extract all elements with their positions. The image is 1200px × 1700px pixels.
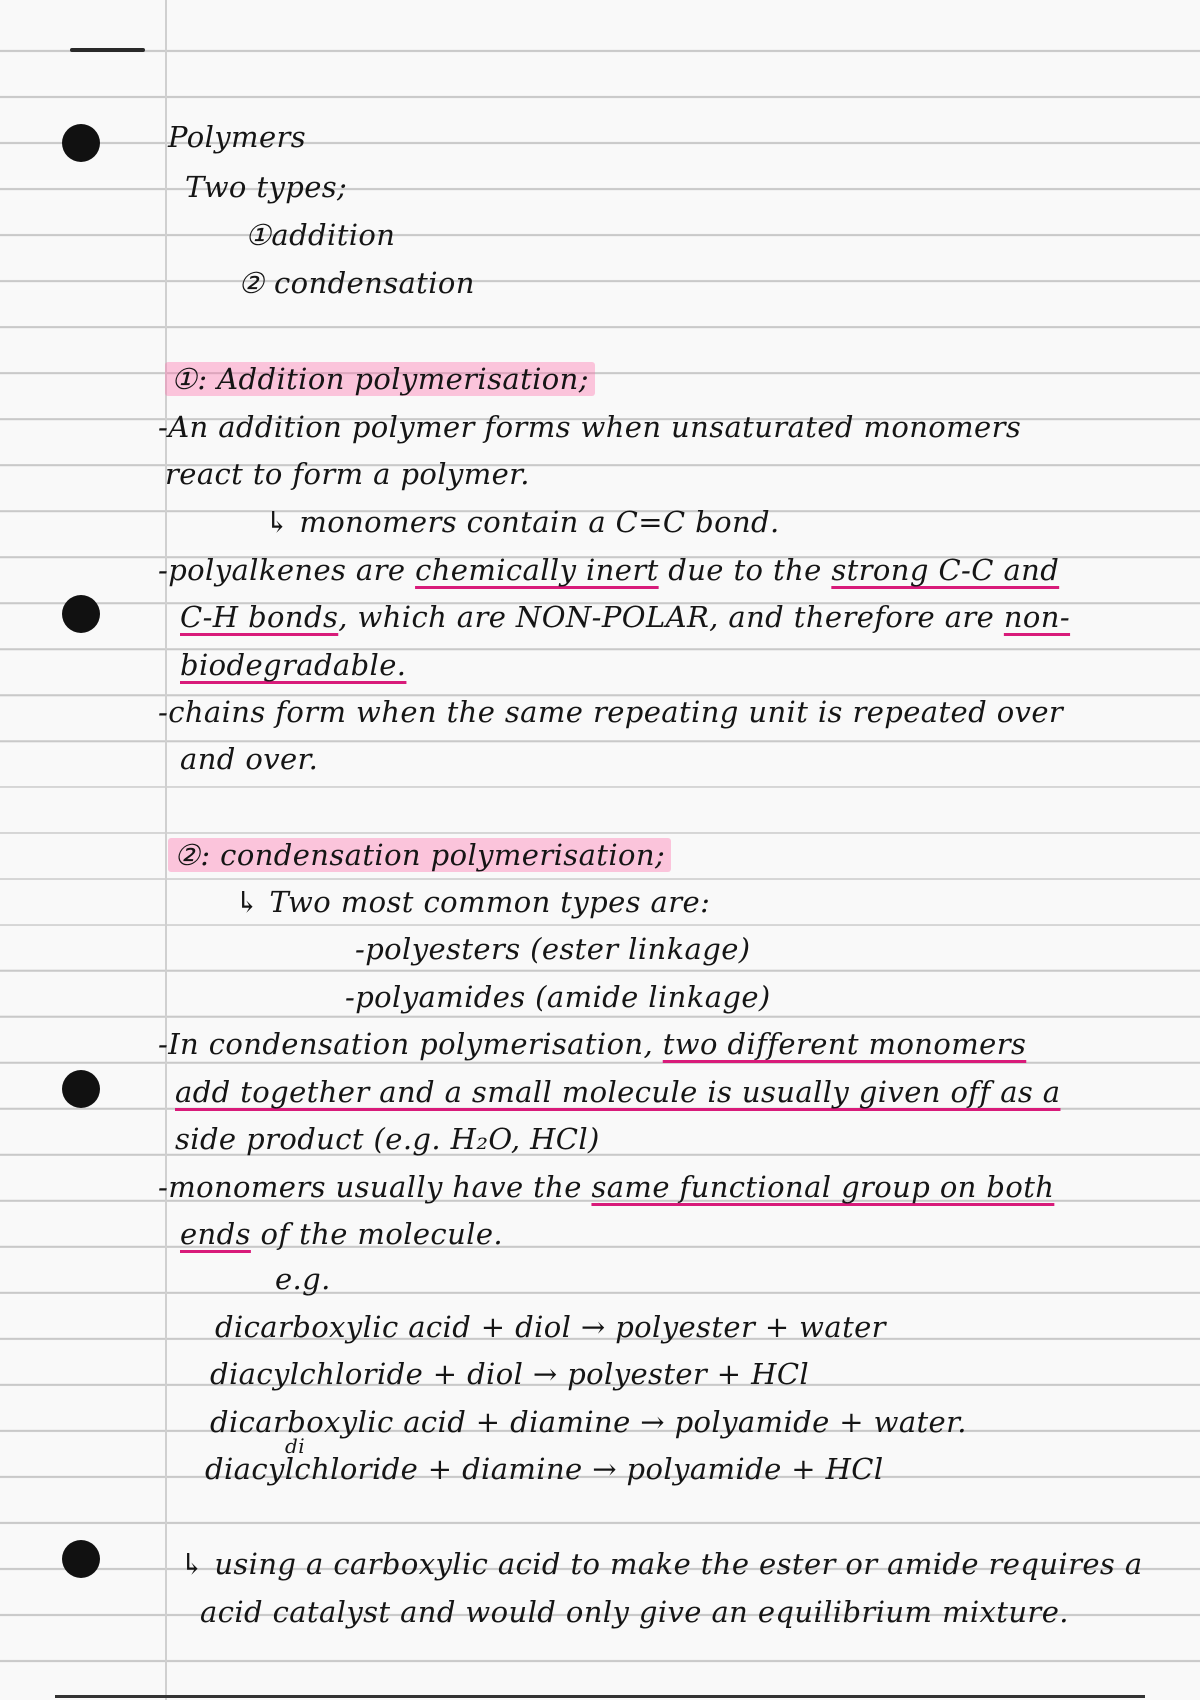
underlined-text: strong C-C and bbox=[831, 553, 1060, 587]
note-line: react to form a polymer. bbox=[165, 457, 530, 491]
underlined-text: same functional group on both bbox=[591, 1170, 1055, 1204]
underlined-text: biodegradable. bbox=[180, 648, 407, 682]
note-line: acid catalyst and would only give an equilibrium mixture. bbox=[200, 1595, 1069, 1629]
top-dash-mark bbox=[70, 48, 145, 52]
note-line bbox=[180, 648, 406, 682]
note-line: C-H bonds, which are NON-POLAR, and therefore are non- bbox=[180, 600, 1071, 634]
intro-text: Two types; bbox=[185, 170, 348, 204]
note-line: -An addition polymer forms when unsaturated monomers bbox=[158, 410, 1022, 444]
note-line: -polyamides (amide linkage) bbox=[345, 980, 771, 1014]
bottom-rule bbox=[55, 1695, 1145, 1698]
margin-line bbox=[165, 0, 167, 1700]
note-line: ↳ using a carboxylic acid to make the ester or amide requires a bbox=[180, 1547, 1143, 1581]
binder-hole bbox=[62, 124, 100, 162]
type-item: ①addition bbox=[245, 218, 396, 252]
equation-line: diacylchloride + diamine → polyamide + HCl bbox=[205, 1452, 884, 1486]
underlined-text: two different monomers bbox=[662, 1027, 1027, 1061]
binder-hole bbox=[62, 595, 100, 633]
note-line: ends of the molecule. bbox=[180, 1217, 504, 1251]
underlined-text: non- bbox=[1003, 600, 1071, 634]
note-line: -polyesters (ester linkage) bbox=[355, 932, 751, 966]
note-line: -In condensation polymerisation, two different monomers bbox=[158, 1027, 1027, 1061]
binder-hole bbox=[62, 1070, 100, 1108]
example-label: e.g. bbox=[275, 1262, 331, 1296]
equation-line: dicarboxylic acid + diamine → polyamide + water. bbox=[210, 1405, 967, 1439]
note-line: -chains form when the same repeating unit is repeated over bbox=[158, 695, 1064, 729]
note-line: side product (e.g. H₂O, HCl) bbox=[175, 1122, 600, 1156]
underlined-text: add together and a small molecule is usually given off as a bbox=[175, 1075, 1061, 1109]
note-line: -monomers usually have the same functional group on both bbox=[158, 1170, 1055, 1204]
note-line: ↳ monomers contain a C=C bond. bbox=[265, 505, 780, 539]
binder-hole bbox=[62, 1540, 100, 1578]
section-heading bbox=[168, 838, 671, 872]
equation-line: diacylchloride + diol → polyester + HCl bbox=[210, 1357, 810, 1391]
page-title: Polymers bbox=[168, 120, 307, 154]
equation-line: dicarboxylic acid + diol → polyester + water bbox=[215, 1310, 886, 1344]
note-line bbox=[175, 1075, 1060, 1109]
section-heading bbox=[165, 362, 595, 396]
section-heading-text: ①: Addition polymerisation; bbox=[165, 362, 595, 396]
underlined-text: ends bbox=[180, 1217, 251, 1251]
note-line: and over. bbox=[180, 742, 319, 776]
note-line: ↳ Two most common types are: bbox=[235, 885, 711, 919]
section-heading-text: ②: condensation polymerisation; bbox=[168, 838, 671, 872]
underlined-text: C-H bonds bbox=[180, 600, 339, 634]
note-line: -polyalkenes are chemically inert due to the strong C-C and bbox=[158, 553, 1060, 587]
annotation-di: di bbox=[285, 1434, 305, 1458]
underlined-text: chemically inert bbox=[415, 553, 659, 587]
type-item: ② condensation bbox=[238, 266, 475, 300]
